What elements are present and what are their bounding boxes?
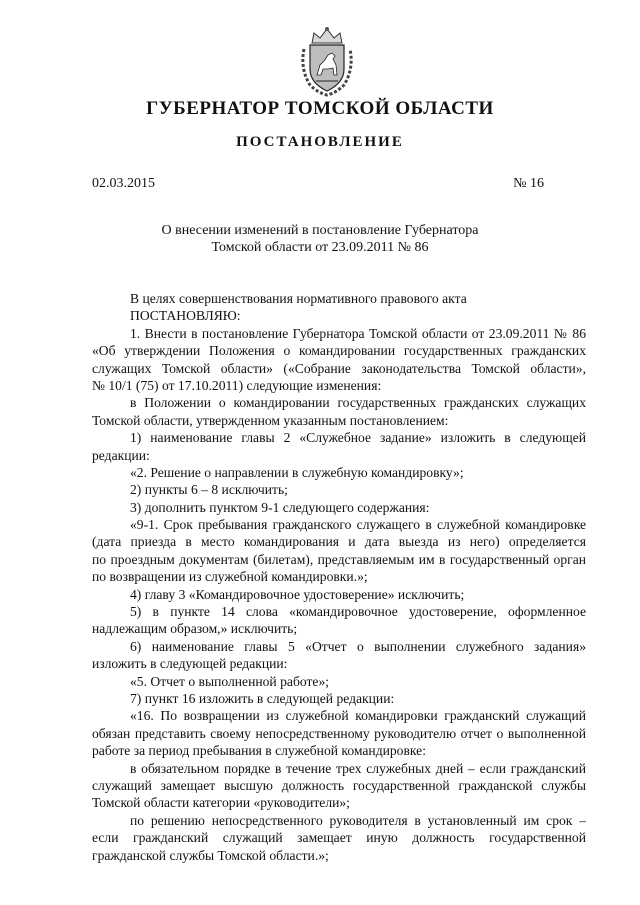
body-text-line: 1) наименование главы 2 «Служебное задание» изложить в следующей — [130, 430, 586, 446]
body-text-line: «Об утверждении Положения о командировании государственных гражданских — [92, 343, 586, 359]
subject-line: Томской области от 23.09.2011 № 86 — [211, 240, 429, 255]
body-text-line: 5) в пункте 14 слова «командировочное удостоверение, оформленное — [130, 604, 586, 620]
body-text-line: 7) пункт 16 изложить в следующей редакции: — [130, 690, 395, 706]
document-date: 02.03.2015 — [92, 176, 155, 191]
body-text-line: изложить в следующей редакции: — [92, 656, 288, 672]
organization-title: ГУБЕРНАТОР ТОМСКОЙ ОБЛАСТИ — [146, 98, 494, 119]
body-text-line: надлежащим образом,» исключить; — [92, 621, 298, 637]
body-text-line: по проездным документам (билетам), представляемым им в государственный орган — [92, 551, 586, 567]
document-subject — [0, 222, 640, 256]
body-text-line: в Положении о командировании государственных гражданских служащих — [130, 395, 586, 411]
body-text-line: № 10/1 (75) от 17.10.2011) следующие изменения: — [92, 377, 382, 393]
body-text-line: В целях совершенствования нормативного правового акта — [130, 291, 467, 306]
body-text-line: 2) пункты 6 – 8 исключить; — [130, 482, 288, 498]
body-text-line: «9-1. Срок пребывания гражданского служащего в служебной командировке — [130, 517, 586, 533]
body-text-line: редакции: — [92, 447, 150, 463]
body-text-line: 1. Внести в постановление Губернатора Томской области от 23.09.2011 № 86 — [130, 325, 586, 341]
body-text-line: «16. По возвращении из служебной командировки гражданский служащий — [130, 708, 586, 724]
body-text-line: по возвращении из служебной командировки.»; — [92, 569, 368, 585]
body-text-line: ПОСТАНОВЛЯЮ: — [130, 308, 241, 324]
body-text-line: если гражданский служащий замещает иную должность государственной — [92, 830, 586, 846]
tomsk-coat-of-arms-icon — [298, 25, 356, 97]
body-text-line: Томской области категории «руководители»; — [92, 795, 350, 811]
body-text-line: Томской области, утвержденном указанным постановлением: — [92, 412, 449, 428]
body-text-line: в обязательном порядке в течение трех служебных дней – если гражданский — [130, 760, 586, 776]
body-text-line: 4) главу 3 «Командировочное удостоверение» исключить; — [130, 586, 465, 602]
document-type: ПОСТАНОВЛЕНИЕ — [236, 134, 404, 150]
body-text-line: «5. Отчет о выполненной работе»; — [130, 673, 330, 689]
body-text-line: 3) дополнить пунктом 9-1 следующего содержания: — [130, 499, 430, 515]
document-body — [92, 290, 586, 864]
body-text-line: обязан представить своему непосредственному руководителю отчет о выполненной — [92, 725, 586, 741]
body-text-line: гражданской службы Томской области.»; — [92, 847, 329, 863]
body-text-line: 6) наименование главы 5 «Отчет о выполнении служебного задания» — [130, 638, 586, 654]
document-number: № 16 — [513, 176, 544, 191]
body-text-line: служащий замещает высшую должность государственной гражданской службы — [92, 777, 586, 793]
subject-line: О внесении изменений в постановление Губернатора — [161, 223, 479, 238]
body-text-line: по решению непосредственного руководителя в установленный им срок – — [130, 812, 586, 828]
body-text-line: служащих Томской области» («Собрание законодательства Томской области», — [92, 360, 586, 376]
body-text-line: «2. Решение о направлении в служебную командировку»; — [130, 464, 464, 480]
body-text-line: (дата приезда в место командирования и дата выезда из него) определяется — [92, 534, 586, 550]
body-text-line: работе за период пребывания в служебной командировке: — [92, 743, 426, 759]
